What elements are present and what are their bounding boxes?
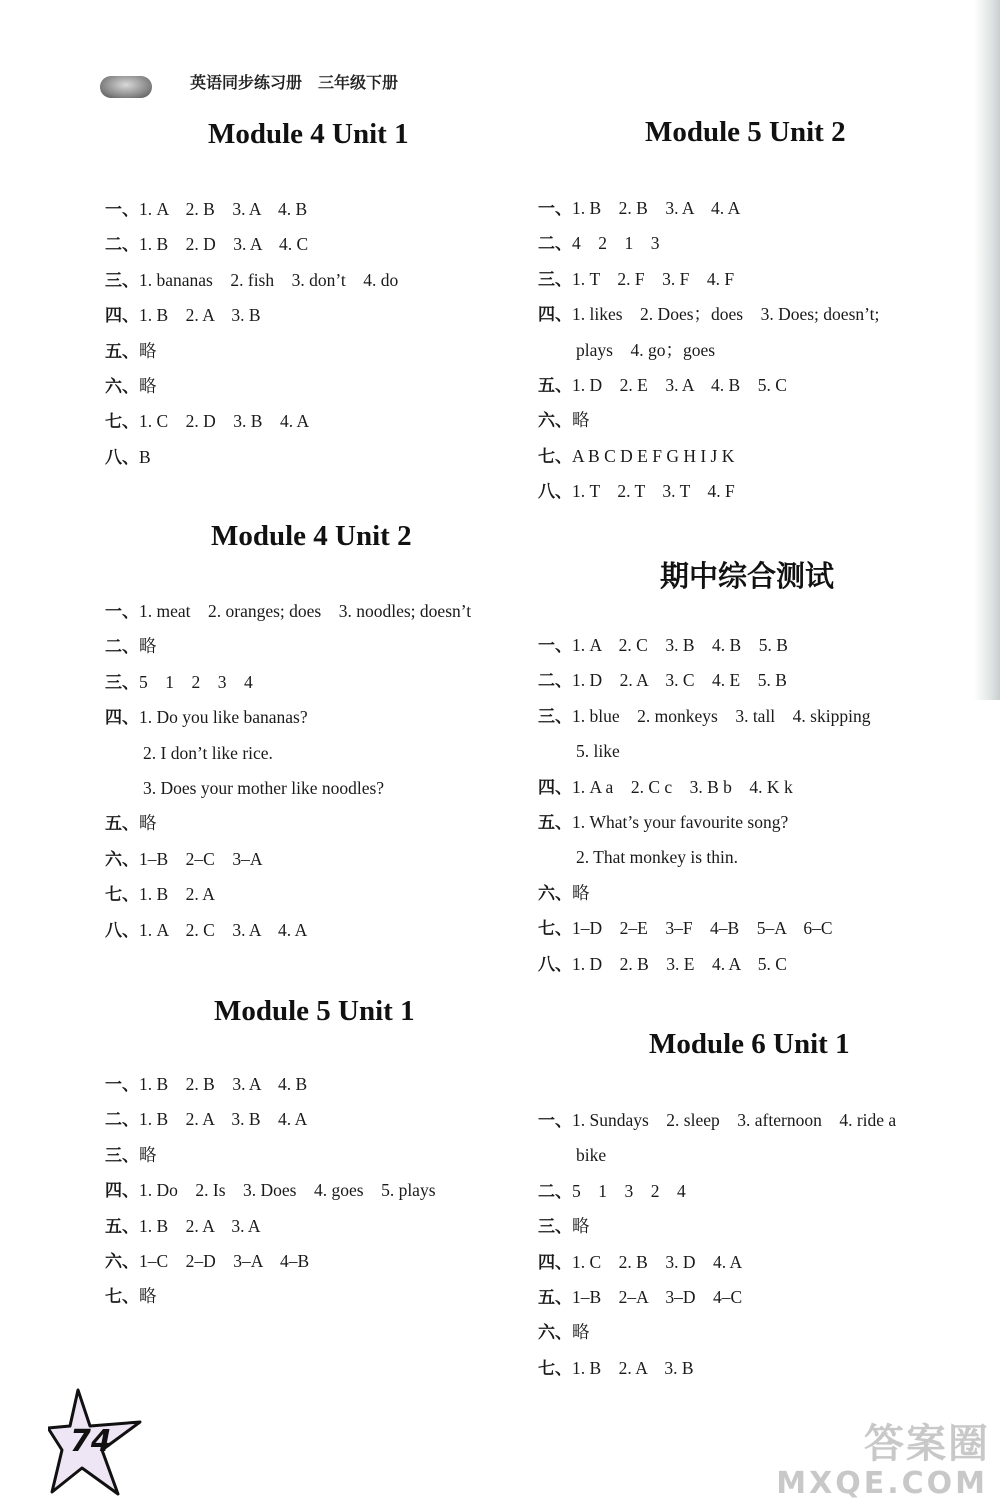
answer-text: 1. D 2. A 3. C 4. E 5. B <box>572 670 787 691</box>
answer-line <box>538 409 590 432</box>
answer-line <box>105 1215 261 1238</box>
answer-line <box>105 269 398 292</box>
watermark-url: MXQE.COM <box>776 1466 988 1501</box>
answer-line <box>105 1179 436 1202</box>
answer-line <box>576 846 738 868</box>
book-logo <box>100 76 152 98</box>
question-number: 五、 <box>538 1288 572 1308</box>
book-title: 英语同步练习册 三年级下册 <box>190 73 399 92</box>
answer-text: 1. B 2. B 3. A 4. B <box>139 1074 308 1094</box>
answer-line <box>538 1109 896 1132</box>
answer-line <box>538 811 788 834</box>
answer-line <box>538 1180 686 1203</box>
page-edge <box>974 0 1000 700</box>
section-title: Module 4 Unit 1 <box>208 118 409 150</box>
answer-line <box>143 742 273 764</box>
answer-text: 略 <box>139 376 157 396</box>
answer-text: 1. C 2. B 3. D 4. A <box>572 1251 743 1272</box>
question-number: 四、 <box>538 777 572 798</box>
answer-text: 1–D 2–E 3–F 4–B 5–A 6–C <box>572 918 833 939</box>
answer-line <box>538 303 879 326</box>
question-number: 三、 <box>105 672 139 693</box>
question-number: 三、 <box>105 270 139 291</box>
answer-line <box>105 304 261 327</box>
answer-text: 1. blue 2. monkeys 3. tall 4. skipping <box>572 705 871 726</box>
question-number: 二、 <box>105 637 139 658</box>
question-number: 八、 <box>105 920 139 941</box>
section-title: Module 6 Unit 1 <box>649 1028 850 1060</box>
answer-text: 略 <box>139 1286 157 1307</box>
answer-line <box>105 812 157 835</box>
answer-line <box>105 198 307 221</box>
answer-text: 1. B 2. B 3. A 4. A <box>572 198 741 218</box>
answer-line <box>576 1144 606 1166</box>
answer-line <box>538 480 735 503</box>
answer-text: 略 <box>139 1144 157 1165</box>
answer-line <box>538 232 660 255</box>
answer-line <box>538 1321 590 1344</box>
answer-line <box>538 917 833 940</box>
answer-line <box>538 1357 694 1380</box>
answer-line <box>538 953 787 976</box>
answer-text: 2. That monkey is thin. <box>576 847 739 868</box>
answer-line <box>105 883 215 906</box>
answer-text: plays 4. go；goes <box>576 339 716 360</box>
answer-line <box>538 1286 742 1309</box>
answer-line <box>538 197 740 220</box>
answer-line <box>105 340 157 363</box>
answer-text: 1. B 2. A 3. B 4. A <box>139 1109 308 1130</box>
answer-line <box>538 1215 590 1238</box>
answer-text: 3. Does your mother like noodles? <box>143 778 385 798</box>
answer-line <box>105 919 307 942</box>
question-number: 八、 <box>538 482 572 503</box>
section-title: Module 5 Unit 1 <box>214 995 415 1027</box>
question-number: 八、 <box>105 447 139 468</box>
answer-line <box>105 1285 157 1308</box>
question-number: 三、 <box>105 1145 139 1166</box>
answer-text: bike <box>576 1145 607 1166</box>
answer-line <box>576 339 715 361</box>
answer-text: 略 <box>139 813 157 834</box>
answer-line <box>105 375 157 398</box>
question-number: 六、 <box>105 1252 139 1272</box>
question-number: 四、 <box>105 306 139 327</box>
page-number: 74 <box>70 1424 112 1459</box>
question-number: 六、 <box>105 377 139 397</box>
question-number: 一、 <box>538 199 572 219</box>
answer-text: 1. Sundays 2. sleep 3. afternoon 4. ride a <box>572 1110 897 1130</box>
question-number: 五、 <box>105 341 139 362</box>
question-number: 五、 <box>105 1216 139 1237</box>
question-number: 四、 <box>538 305 572 326</box>
answer-text: 1. T 2. F 3. F 4. F <box>572 268 735 289</box>
answer-text: 5. like <box>576 741 620 762</box>
question-number: 五、 <box>538 813 572 833</box>
answer-text: 1. Do you like bananas? <box>139 707 308 728</box>
answer-line <box>576 740 620 762</box>
answer-line <box>538 634 788 657</box>
answer-text: 1. bananas 2. fish 3. don’t 4. do <box>139 269 399 290</box>
answer-text: 1–B 2–A 3–D 4–C <box>572 1287 743 1307</box>
answer-text: 1. D 2. E 3. A 4. B 5. C <box>572 375 787 395</box>
answer-line <box>105 600 471 623</box>
question-number: 四、 <box>105 708 139 729</box>
question-number: 五、 <box>538 376 572 396</box>
section-title: Module 5 Unit 2 <box>645 116 846 148</box>
question-number: 八、 <box>538 954 572 975</box>
answer-line <box>105 233 308 256</box>
answer-text: 1. D 2. B 3. E 4. A 5. C <box>572 953 787 974</box>
question-number: 三、 <box>538 269 572 290</box>
answer-text: 略 <box>572 882 590 903</box>
answer-line <box>105 410 309 433</box>
answer-text: 1. A 2. B 3. A 4. B <box>139 199 308 219</box>
answer-line <box>538 445 734 468</box>
question-number: 一、 <box>105 1075 139 1095</box>
answer-text: 5 1 3 2 4 <box>572 1180 686 1201</box>
question-number: 二、 <box>105 1110 139 1131</box>
answer-line <box>538 776 793 799</box>
question-number: 六、 <box>538 883 572 904</box>
answer-text: 1–B 2–C 3–A <box>139 848 263 869</box>
answer-text: 略 <box>139 636 157 657</box>
question-number: 一、 <box>105 602 139 622</box>
answer-text: 1–C 2–D 3–A 4–B <box>139 1251 310 1271</box>
answer-line <box>105 671 253 694</box>
answer-text: 1. What’s your favourite song? <box>572 812 789 832</box>
answer-line <box>538 705 870 728</box>
answer-line <box>105 1108 307 1131</box>
answer-text: 1. B 2. A 3. B <box>139 305 261 326</box>
answer-text: 2. I don’t like rice. <box>143 742 273 763</box>
question-number: 五、 <box>105 814 139 835</box>
question-number: 七、 <box>105 885 139 906</box>
answer-text: 1. B 2. D 3. A 4. C <box>139 234 309 255</box>
question-number: 六、 <box>538 411 572 432</box>
answer-line <box>538 882 590 905</box>
answer-line <box>538 374 787 397</box>
answer-text: 1. B 2. A <box>139 884 215 905</box>
answer-line <box>538 268 734 291</box>
answer-line <box>105 1250 309 1273</box>
question-number: 七、 <box>538 1358 572 1379</box>
question-number: 一、 <box>105 200 139 220</box>
question-number: 六、 <box>538 1323 572 1344</box>
answer-line <box>105 446 151 469</box>
question-number: 二、 <box>538 671 572 692</box>
answer-text: 4 2 1 3 <box>572 233 660 254</box>
section-title: 期中综合测试 <box>660 561 835 593</box>
answer-line <box>105 706 308 729</box>
answer-line <box>143 777 384 799</box>
answer-text: 略 <box>139 340 157 361</box>
answer-text: 1. Do 2. Is 3. Does 4. goes 5. plays <box>139 1180 436 1201</box>
answer-line <box>105 635 157 658</box>
answer-text: 1. B 2. A 3. A <box>139 1215 261 1236</box>
question-number: 七、 <box>538 446 572 467</box>
question-number: 四、 <box>105 1181 139 1202</box>
answer-text: 1. T 2. T 3. T 4. F <box>572 481 735 502</box>
answer-line <box>538 1251 742 1274</box>
question-number: 一、 <box>538 636 572 656</box>
answer-text: A B C D E F G H I J K <box>572 445 735 466</box>
question-number: 六、 <box>105 849 139 870</box>
answer-text: 1. A 2. C 3. B 4. B 5. B <box>572 635 788 655</box>
question-number: 一、 <box>538 1111 572 1131</box>
page-number-star <box>48 1388 144 1498</box>
question-number: 二、 <box>105 235 139 256</box>
answer-line <box>105 848 262 871</box>
question-number: 三、 <box>538 706 572 727</box>
answer-text: 略 <box>572 1216 590 1237</box>
watermark <box>776 1412 994 1506</box>
question-number: 七、 <box>105 1287 139 1308</box>
answer-text: B <box>139 446 151 467</box>
answer-text: 1. A a 2. C c 3. B b 4. K k <box>572 776 793 797</box>
answer-text: 略 <box>572 410 590 431</box>
answer-line <box>105 1144 157 1167</box>
question-number: 三、 <box>538 1217 572 1238</box>
question-number: 四、 <box>538 1252 572 1273</box>
question-number: 二、 <box>538 1181 572 1202</box>
question-number: 七、 <box>538 919 572 940</box>
answer-text: 1. C 2. D 3. B 4. A <box>139 411 310 432</box>
answer-text: 1. likes 2. Does；does 3. Does; doesn’t; <box>572 304 880 325</box>
question-number: 七、 <box>105 412 139 433</box>
answer-text: 1. A 2. C 3. A 4. A <box>139 919 308 940</box>
section-title: Module 4 Unit 2 <box>211 520 412 552</box>
question-number: 二、 <box>538 234 572 255</box>
watermark-logo-text: 答案圈 <box>864 1421 990 1467</box>
answer-line <box>105 1073 307 1096</box>
answer-text: 1. meat 2. oranges; does 3. noodles; doesn’t <box>139 601 472 621</box>
answer-text: 5 1 2 3 4 <box>139 671 253 692</box>
answer-text: 略 <box>572 1322 590 1343</box>
answer-line <box>538 669 787 692</box>
answer-text: 1. B 2. A 3. B <box>572 1357 694 1378</box>
